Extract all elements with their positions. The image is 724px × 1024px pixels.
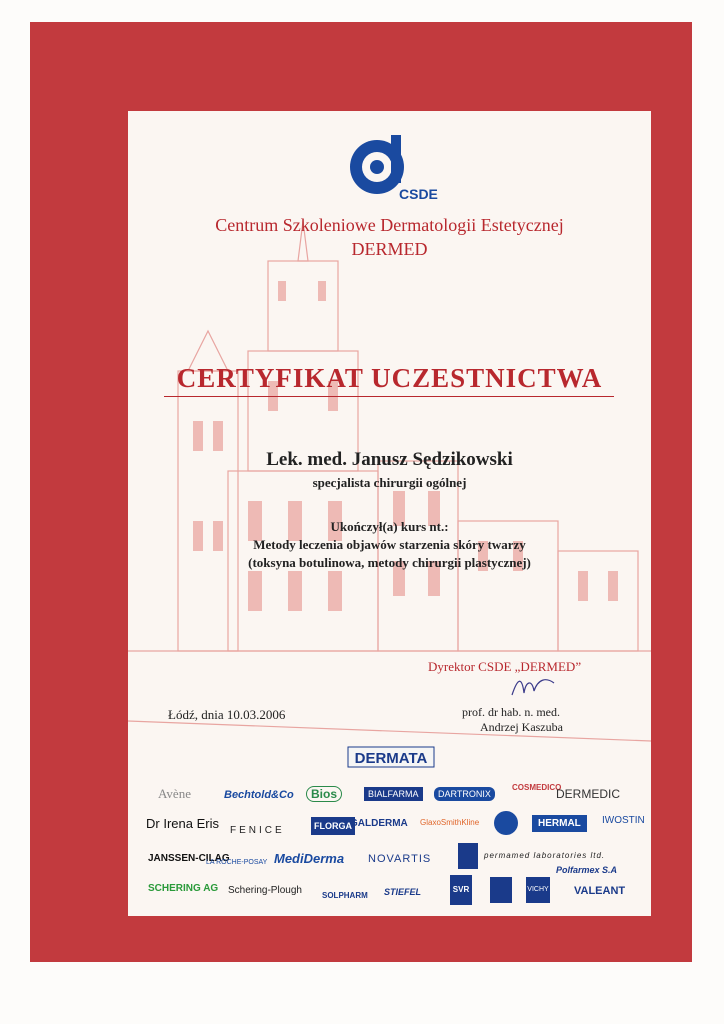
certificate-paper: [128, 111, 651, 916]
certificate-title: CERTYFIKAT UCZESTNICTWA: [176, 363, 603, 393]
csde-logo: [347, 131, 438, 203]
sponsor-logo-la-roche-posay: LA ROCHE-POSAY: [206, 859, 268, 866]
sponsor-logo-iwostin: IWOSTIN: [602, 815, 645, 826]
sponsor-logo-florga: FLORGA: [311, 817, 355, 835]
course-title: Metody leczenia objawów starzenia skóry twarzy: [253, 537, 526, 552]
sponsor-logo-valeant: VALEANT: [574, 885, 626, 897]
sponsor-logo-novartis: NOVARTIS: [368, 853, 432, 865]
handwritten-signature: [508, 673, 558, 701]
sponsor-logo-dartronix: DARTRONIX: [434, 787, 495, 801]
sponsor-logo-hermal: HERMAL: [532, 815, 587, 832]
recipient-name: Lek. med. Janusz Sędzikowski: [266, 449, 513, 470]
director-label: Dyrektor CSDE „DERMED”: [428, 659, 582, 674]
sponsor-logo-square-icon: [490, 877, 512, 903]
dermata-logo-text: DERMATA: [354, 750, 428, 767]
sponsor-logo-svr: SVR: [450, 875, 472, 905]
sponsor-logo-dermedic: DERMEDIC: [556, 787, 621, 801]
sponsor-logo-mediderma: MediDerma: [274, 851, 345, 866]
course-subtitle: (toksyna botulinowa, metody chirurgii plastycznej): [248, 555, 531, 570]
sponsor-logo-bechtold: Bechtold&Co: [224, 789, 294, 801]
sponsor-logo-avene: Avène: [158, 786, 191, 801]
sponsor-logo-stiefel: STIEFEL: [384, 887, 422, 897]
certificate-frame: [30, 22, 692, 962]
sponsor-logo-solpharm: SOLPHARM: [322, 891, 368, 900]
sponsor-logo-irena-eris: Dr Irena Eris: [146, 816, 219, 831]
title-divider: [164, 396, 614, 397]
sponsor-logo-janssen-cilag: JANSSEN-CILAG: [148, 853, 230, 864]
organization-acronym: DERMED: [351, 239, 428, 259]
sponsor-logo-cosmedico: COSMEDICO: [512, 783, 562, 792]
sponsor-logo-gsk: GlaxoSmithKline: [420, 818, 480, 827]
signer-title: prof. dr hab. n. med.: [462, 705, 560, 719]
place-and-date: Łódź, dnia 10.03.2006: [168, 707, 286, 722]
signer-name: Andrzej Kaszuba: [480, 720, 563, 734]
permamed-emblem-icon: [458, 843, 478, 869]
sponsor-logo-galderma: GALDERMA: [350, 818, 408, 829]
sponsor-logo-schering: SCHERING AG: [148, 883, 219, 894]
organization-name: Centrum Szkoleniowe Dermatologii Estetycznej: [215, 215, 564, 235]
recipient-specialty: specjalista chirurgii ogólnej: [312, 475, 467, 490]
sponsor-logo-polfarmex: Polfarmex S.A: [556, 865, 618, 875]
sponsor-logo-bialfarma: BIALFARMA: [364, 787, 423, 801]
sponsor-logo-vichy: VICHY: [526, 877, 550, 903]
sponsor-logo-bios: Bios: [306, 786, 342, 802]
dermata-logo: [348, 743, 434, 769]
csde-logo-text: CSDE: [399, 186, 438, 202]
sponsor-logo-permamed: permamed laboratories ltd.: [484, 851, 606, 860]
sponsor-logo-fenice: FENICE: [230, 825, 285, 836]
sponsor-logo-schering-plough: Schering-Plough: [228, 885, 302, 896]
course-intro: Ukończył(a) kurs nt.:: [330, 519, 449, 534]
sponsor-badge-icon: [494, 811, 518, 835]
